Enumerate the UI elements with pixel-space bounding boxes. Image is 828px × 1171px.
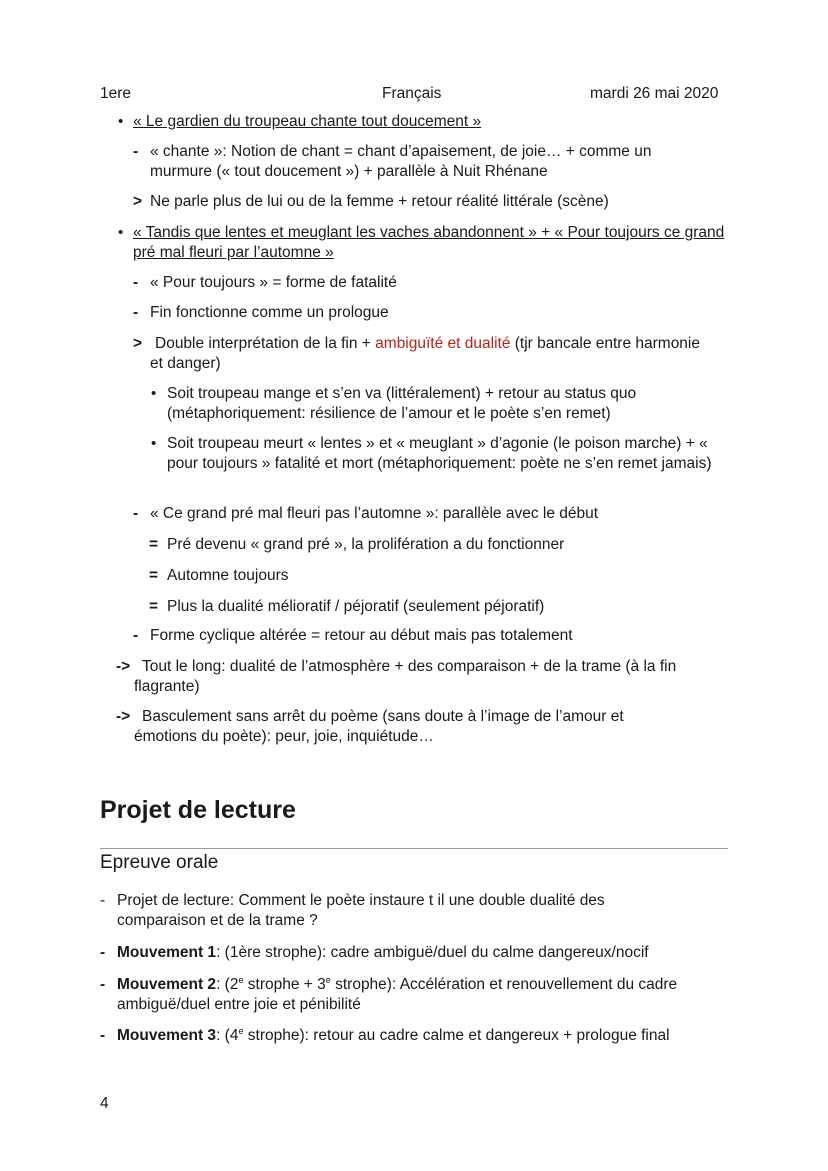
dash-icon: - xyxy=(133,627,139,644)
header-subject: Français xyxy=(382,85,442,102)
mouvement-2 xyxy=(117,975,729,1015)
header-date: mardi 26 mai 2020 xyxy=(590,85,719,102)
double-interpretation-rest: (tjr bancale entre harmonie et danger) xyxy=(150,335,700,372)
dash-icon: - xyxy=(133,274,139,291)
mouvement-3-text-b: strophe): retour au cadre calme et dangereux + prologue final xyxy=(243,1027,670,1044)
mouvement-2-label: Mouvement 2 xyxy=(117,976,217,993)
dash-icon: - xyxy=(133,505,139,522)
mouvement-2-text-a: : (2 xyxy=(216,976,239,993)
header-class: 1ere xyxy=(100,85,132,102)
equal-icon: = xyxy=(149,567,159,584)
equal-icon: = xyxy=(149,536,159,553)
mouvement-3-text-a: : (4 xyxy=(216,1027,239,1044)
mouvement-3-label: Mouvement 3 xyxy=(117,1027,217,1044)
note-dualite-pejoratif: Plus la dualité mélioratif / péjoratif (seulement péjoratif) xyxy=(167,598,545,615)
equal-icon: = xyxy=(149,598,159,615)
note-grand-pre: « Ce grand pré mal fleuri pas l’automne »: parallèle avec le début xyxy=(150,505,599,522)
note-troupeau-mange: Soit troupeau mange et s’en va (littéralement) + retour au status quo (métaphoriquement: résilience de l’amour et le poète s’en remet) xyxy=(167,385,637,422)
mouvement-3-sup: e xyxy=(238,1026,244,1036)
mouvement-3 xyxy=(117,1026,729,1046)
dash-icon: - xyxy=(100,944,106,961)
note-forme-cyclique: Forme cyclique altérée = retour au début mais pas totalement xyxy=(150,627,573,644)
projet-lecture-question: Projet de lecture: Comment le poète instaure t il une double dualité des comparaison et de la trame ? xyxy=(117,892,605,929)
mouvement-2-sup-2: e xyxy=(325,975,331,985)
double-interpretation-text: Double interprétation de la fin + xyxy=(155,335,376,352)
note-double-interpretation xyxy=(150,334,710,374)
section-divider xyxy=(100,848,728,849)
page-number: 4 xyxy=(100,1095,109,1112)
conclusion-basculement: Basculement sans arrêt du poème (sans doute à l’image de l’amour et émotions du poète): peur, joie, inquiétude… xyxy=(134,708,624,745)
double-arrow-icon: -> xyxy=(116,658,131,675)
note-automne: Automne toujours xyxy=(167,567,289,584)
section-subtitle: Epreuve orale xyxy=(100,852,219,873)
double-arrow-icon: -> xyxy=(116,708,131,725)
dash-icon: - xyxy=(133,304,139,321)
note-prologue: Fin fonctionne comme un prologue xyxy=(150,304,389,321)
quote-line-vaches: « Tandis que lentes et meuglant les vaches abandonnent » + « Pour toujours ce grand pré mal fleuri par l’automne » xyxy=(133,224,725,261)
arrow-icon: > xyxy=(133,335,143,352)
bullet-icon: • xyxy=(118,224,124,241)
note-pour-toujours: « Pour toujours » = forme de fatalité xyxy=(150,274,397,291)
mouvement-2-text-c: strophe): Accélération et renouvellement du cadre ambiguë/duel entre joie et pénibilité xyxy=(117,976,678,1013)
dash-icon: - xyxy=(100,892,106,909)
bullet-icon: • xyxy=(118,113,124,130)
dash-icon: - xyxy=(100,976,106,993)
mouvement-2-sup-1: e xyxy=(238,975,244,985)
dash-icon: - xyxy=(133,143,139,160)
ambiguite-highlight: ambiguïté et dualité xyxy=(375,335,511,352)
mouvement-1-label: Mouvement 1 xyxy=(117,944,217,961)
dash-icon: - xyxy=(100,1027,106,1044)
note-chante: « chante »: Notion de chant = chant d’apaisement, de joie… + comme un murmure (« tout doucement ») + parallèle à Nuit Rhénane xyxy=(150,143,652,180)
note-retour-realite: Ne parle plus de lui ou de la femme + retour réalité littérale (scène) xyxy=(150,193,609,210)
conclusion-tout-le-long: Tout le long: dualité de l’atmosphère + des comparaison + de la trame (à la fin flagrante) xyxy=(134,658,677,695)
note-pre-devenu: Pré devenu « grand pré », la prolifération a du fonctionner xyxy=(167,536,565,553)
mouvement-2-text-b: strophe + 3 xyxy=(243,976,326,993)
section-title: Projet de lecture xyxy=(100,796,296,824)
bullet-icon: • xyxy=(151,385,157,402)
mouvement-1-text: : (1ère strophe): cadre ambiguë/duel du calme dangereux/nocif xyxy=(216,944,649,961)
mouvement-1 xyxy=(117,943,727,963)
bullet-icon: • xyxy=(151,435,157,452)
note-troupeau-meurt: Soit troupeau meurt « lentes » et « meuglant » d’agonie (le poison marche) + « pour toujours » fatalité et mort (métaphoriquement: poète ne s’en remet jamais) xyxy=(167,435,712,472)
arrow-icon: > xyxy=(133,193,143,210)
quote-line-gardien: « Le gardien du troupeau chante tout doucement » xyxy=(133,113,482,130)
